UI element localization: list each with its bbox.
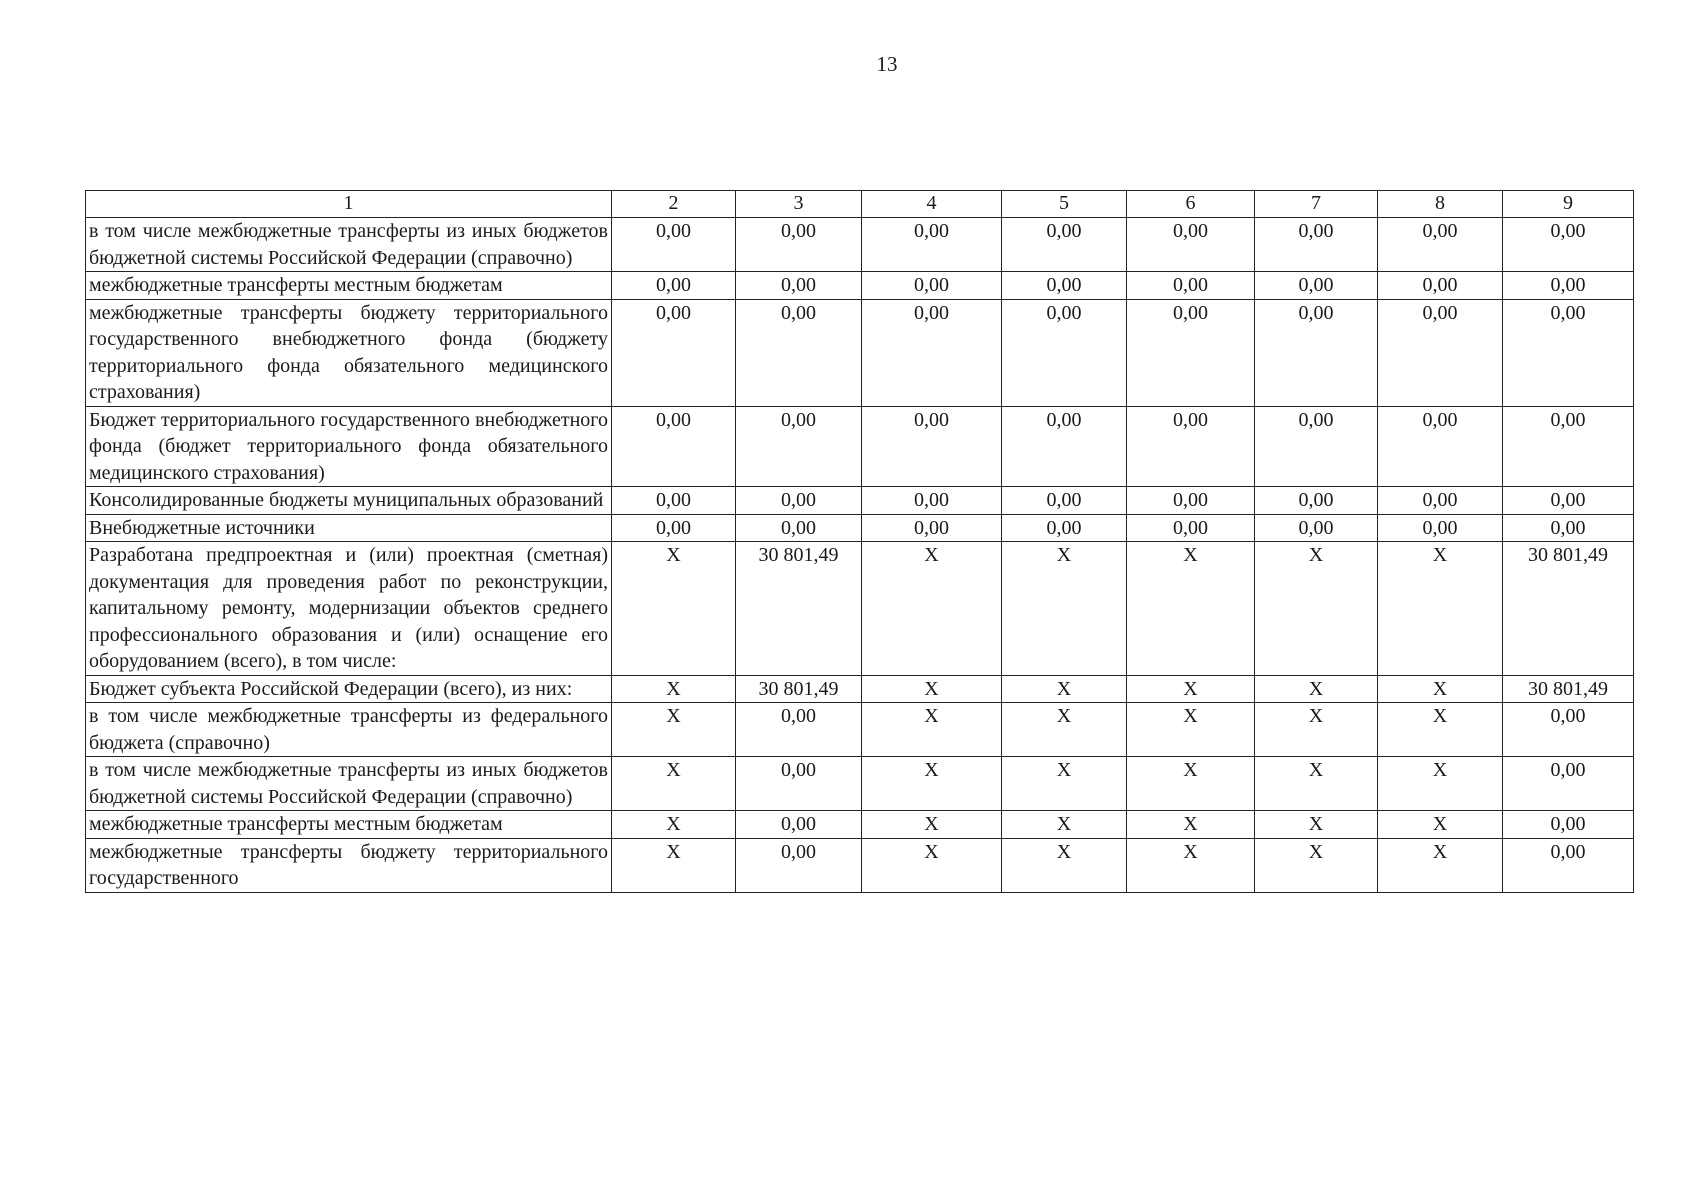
value-cell: 0,00	[1503, 406, 1634, 487]
value-cell: 30 801,49	[736, 675, 862, 703]
value-cell: X	[862, 675, 1002, 703]
table-row	[86, 811, 1634, 839]
value-cell: 0,00	[736, 272, 862, 300]
value-cell: X	[1002, 542, 1127, 676]
value-cell: X	[862, 757, 1002, 811]
value-cell: X	[1002, 703, 1127, 757]
value-cell: X	[1002, 811, 1127, 839]
value-cell: 0,00	[736, 838, 862, 892]
value-cell: 0,00	[1002, 487, 1127, 515]
table-row	[86, 838, 1634, 892]
table-row	[86, 514, 1634, 542]
value-cell: 0,00	[1255, 406, 1378, 487]
column-header: 8	[1378, 191, 1503, 218]
value-cell: 0,00	[736, 487, 862, 515]
value-cell: 0,00	[1002, 299, 1127, 406]
header-row	[86, 191, 1634, 218]
value-cell: 0,00	[862, 218, 1002, 272]
value-cell: 0,00	[1255, 272, 1378, 300]
column-header: 2	[612, 191, 736, 218]
value-cell: 0,00	[1127, 272, 1255, 300]
value-cell: 0,00	[1002, 514, 1127, 542]
column-header: 5	[1002, 191, 1127, 218]
value-cell: 0,00	[1503, 218, 1634, 272]
row-label: Бюджет субъекта Российской Федерации (всего), из них:	[86, 675, 612, 703]
value-cell: 0,00	[1002, 272, 1127, 300]
value-cell: 0,00	[612, 514, 736, 542]
table-row	[86, 703, 1634, 757]
value-cell: 0,00	[1503, 811, 1634, 839]
value-cell: X	[1127, 757, 1255, 811]
table-row	[86, 218, 1634, 272]
table-header	[86, 191, 1634, 218]
value-cell: X	[1127, 811, 1255, 839]
column-header: 1	[86, 191, 612, 218]
value-cell: 0,00	[1503, 487, 1634, 515]
value-cell: 0,00	[736, 299, 862, 406]
value-cell: 0,00	[1503, 838, 1634, 892]
table-row	[86, 757, 1634, 811]
value-cell: 0,00	[1503, 514, 1634, 542]
table-row	[86, 299, 1634, 406]
table-row	[86, 487, 1634, 515]
value-cell: X	[612, 703, 736, 757]
value-cell: 0,00	[862, 299, 1002, 406]
value-cell: X	[862, 703, 1002, 757]
value-cell: X	[1378, 811, 1503, 839]
value-cell: 0,00	[862, 406, 1002, 487]
table-row	[86, 406, 1634, 487]
row-label: Бюджет территориального государственного внебюджетного фонда (бюджет территориального фонда обязательного медицинского страхования)	[86, 406, 612, 487]
value-cell: 0,00	[736, 514, 862, 542]
value-cell: 0,00	[1503, 703, 1634, 757]
value-cell: 0,00	[612, 272, 736, 300]
value-cell: X	[1127, 838, 1255, 892]
value-cell: 0,00	[862, 487, 1002, 515]
value-cell: 0,00	[1503, 757, 1634, 811]
value-cell: 0,00	[736, 757, 862, 811]
value-cell: X	[1002, 757, 1127, 811]
value-cell: X	[612, 542, 736, 676]
row-label: межбюджетные трансферты бюджету территориального государственного	[86, 838, 612, 892]
value-cell: 0,00	[612, 406, 736, 487]
value-cell: X	[1002, 838, 1127, 892]
row-label: Консолидированные бюджеты муниципальных образований	[86, 487, 612, 515]
value-cell: X	[1378, 542, 1503, 676]
value-cell: X	[1255, 675, 1378, 703]
value-cell: 30 801,49	[1503, 542, 1634, 676]
value-cell: 0,00	[1127, 299, 1255, 406]
value-cell: X	[612, 838, 736, 892]
value-cell: X	[1378, 838, 1503, 892]
value-cell: 0,00	[1255, 487, 1378, 515]
value-cell: X	[1255, 757, 1378, 811]
value-cell: 0,00	[1503, 299, 1634, 406]
value-cell: 0,00	[1127, 218, 1255, 272]
value-cell: 0,00	[1378, 487, 1503, 515]
value-cell: 0,00	[612, 487, 736, 515]
value-cell: X	[1127, 675, 1255, 703]
value-cell: 0,00	[1378, 514, 1503, 542]
value-cell: X	[1255, 811, 1378, 839]
column-header: 4	[862, 191, 1002, 218]
column-header: 6	[1127, 191, 1255, 218]
row-label: в том числе межбюджетные трансферты из иных бюджетов бюджетной системы Российской Федерации (справочно)	[86, 757, 612, 811]
row-label: межбюджетные трансферты местным бюджетам	[86, 272, 612, 300]
value-cell: 0,00	[736, 811, 862, 839]
value-cell: X	[862, 838, 1002, 892]
value-cell: X	[612, 757, 736, 811]
column-header: 7	[1255, 191, 1378, 218]
value-cell: 0,00	[1378, 299, 1503, 406]
table-row	[86, 272, 1634, 300]
value-cell: X	[1127, 703, 1255, 757]
value-cell: 0,00	[1378, 272, 1503, 300]
row-label: Разработана предпроектная и (или) проектная (сметная) документация для проведения работ по реконструкции, капитальному ремонту, модернизации объектов среднего профессионального образования и (или) оснащение его оборудованием (всего), в том числе:	[86, 542, 612, 676]
row-label: в том числе межбюджетные трансферты из иных бюджетов бюджетной системы Российской Федерации (справочно)	[86, 218, 612, 272]
page-number: 13	[876, 52, 898, 76]
value-cell: X	[862, 811, 1002, 839]
value-cell: X	[1378, 675, 1503, 703]
column-header: 9	[1503, 191, 1634, 218]
value-cell: 30 801,49	[1503, 675, 1634, 703]
value-cell: 30 801,49	[736, 542, 862, 676]
row-label: Внебюджетные источники	[86, 514, 612, 542]
value-cell: X	[1127, 542, 1255, 676]
value-cell: X	[1378, 703, 1503, 757]
value-cell: 0,00	[862, 272, 1002, 300]
value-cell: 0,00	[1255, 299, 1378, 406]
value-cell: X	[862, 542, 1002, 676]
table-row	[86, 675, 1634, 703]
value-cell: X	[612, 811, 736, 839]
value-cell: 0,00	[1378, 218, 1503, 272]
value-cell: 0,00	[1127, 514, 1255, 542]
value-cell: 0,00	[1002, 218, 1127, 272]
value-cell: 0,00	[736, 218, 862, 272]
row-label: в том числе межбюджетные трансферты из федерального бюджета (справочно)	[86, 703, 612, 757]
value-cell: 0,00	[612, 218, 736, 272]
value-cell: X	[1255, 703, 1378, 757]
row-label: межбюджетные трансферты местным бюджетам	[86, 811, 612, 839]
table-body	[86, 218, 1634, 893]
value-cell: 0,00	[1378, 406, 1503, 487]
value-cell: X	[1255, 838, 1378, 892]
value-cell: X	[612, 675, 736, 703]
column-header: 3	[736, 191, 862, 218]
value-cell: 0,00	[1255, 218, 1378, 272]
value-cell: X	[1378, 757, 1503, 811]
value-cell: 0,00	[736, 406, 862, 487]
value-cell: 0,00	[736, 703, 862, 757]
value-cell: 0,00	[1255, 514, 1378, 542]
value-cell: X	[1255, 542, 1378, 676]
value-cell: 0,00	[1127, 487, 1255, 515]
value-cell: X	[1002, 675, 1127, 703]
value-cell: 0,00	[1002, 406, 1127, 487]
budget-table	[85, 190, 1634, 893]
value-cell: 0,00	[612, 299, 736, 406]
value-cell: 0,00	[1503, 272, 1634, 300]
value-cell: 0,00	[862, 514, 1002, 542]
value-cell: 0,00	[1127, 406, 1255, 487]
table-row	[86, 542, 1634, 676]
row-label: межбюджетные трансферты бюджету территориального государственного внебюджетного фонда (бюджету территориального фонда обязательного медицинского страхования)	[86, 299, 612, 406]
